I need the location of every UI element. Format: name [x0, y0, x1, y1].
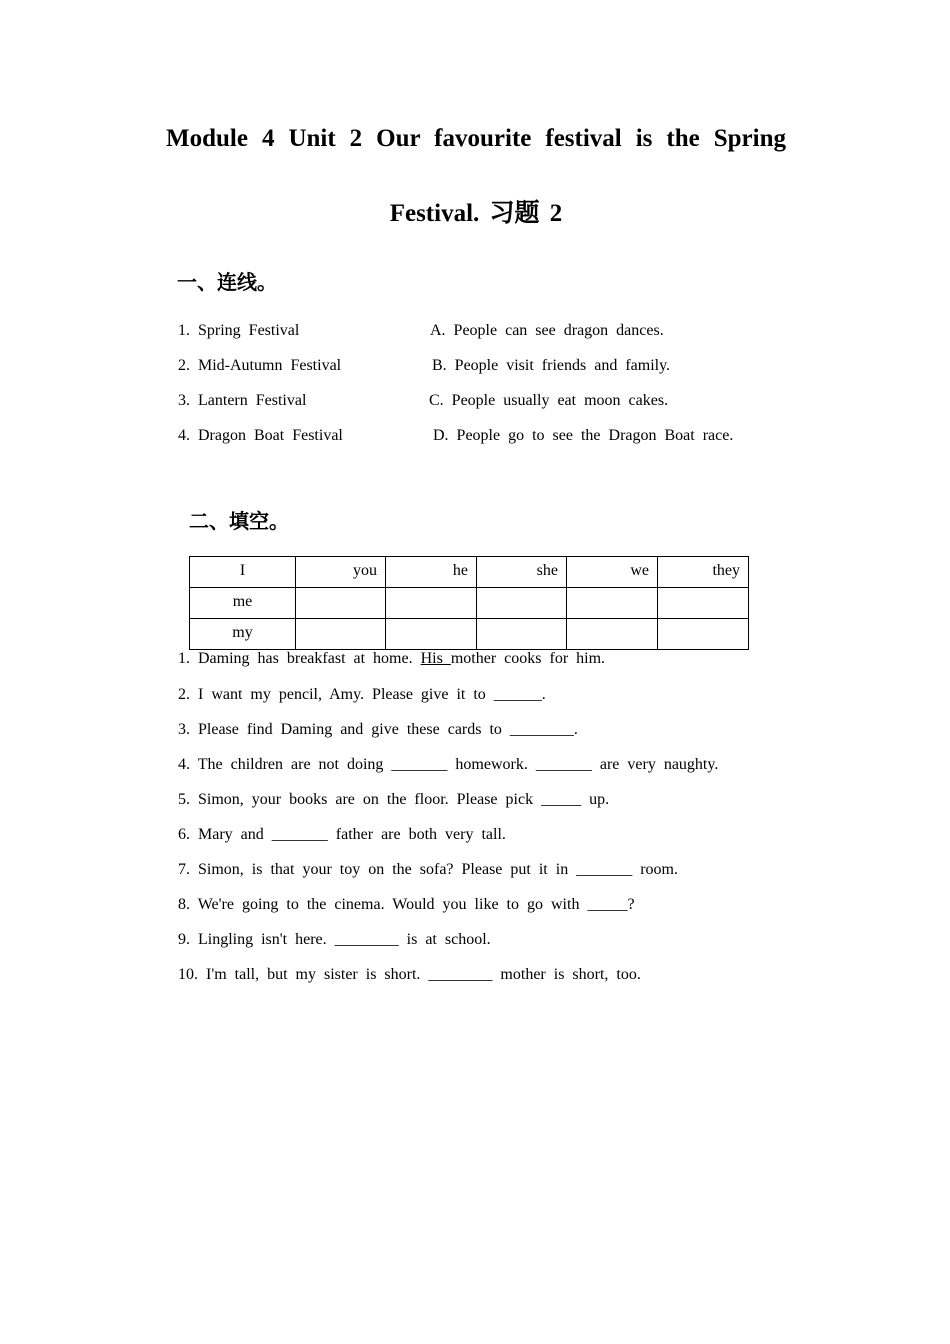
- match-right-item-b: B. People visit friends and family.: [432, 357, 671, 374]
- match-left-item-4: 4. Dragon Boat Festival: [178, 427, 343, 444]
- match-left-item-1: 1. Spring Festival: [178, 322, 300, 339]
- table-blank-cell[interactable]: [477, 588, 567, 619]
- match-right-item-a: A. People can see dragon dances.: [430, 322, 664, 339]
- table-blank-cell[interactable]: [296, 619, 386, 650]
- table-blank-cell[interactable]: [658, 588, 749, 619]
- table-row-label: me: [190, 588, 296, 619]
- table-blank-cell[interactable]: [567, 619, 658, 650]
- table-blank-cell[interactable]: [567, 588, 658, 619]
- match-right-item-d: D. People go to see the Dragon Boat race.: [433, 427, 734, 444]
- section2-heading: 二、填空。: [189, 509, 289, 533]
- table-header-cell: he: [386, 557, 477, 588]
- table-row: [190, 619, 749, 650]
- table-blank-cell[interactable]: [296, 588, 386, 619]
- table-header-cell: you: [296, 557, 386, 588]
- sentence-1-after: mother cooks for him.: [450, 650, 606, 667]
- match-right-item-c: C. People usually eat moon cakes.: [429, 392, 669, 409]
- table-blank-cell[interactable]: [386, 619, 477, 650]
- sentence-1: [178, 649, 605, 669]
- table-blank-cell[interactable]: [477, 619, 567, 650]
- table-header-cell: she: [477, 557, 567, 588]
- pronoun-table: [189, 556, 749, 650]
- sentence-4: 4. The children are not doing _______ homework. _______ are very naughty.: [178, 756, 719, 773]
- page-title-line-2: Festival. 习题 2: [389, 200, 563, 227]
- table-header-row: [190, 557, 749, 588]
- sentence-3: 3. Please find Daming and give these cards to ________.: [178, 721, 578, 738]
- sentence-5: 5. Simon, your books are on the floor. Please pick _____ up.: [178, 791, 610, 808]
- sentence-2: 2. I want my pencil, Amy. Please give it to ______.: [178, 686, 546, 703]
- table-row-label: my: [190, 619, 296, 650]
- page-title-line-1: Module 4 Unit 2 Our favourite festival is the Spring: [166, 125, 786, 152]
- match-left-item-3: 3. Lantern Festival: [178, 392, 307, 409]
- table-blank-cell[interactable]: [658, 619, 749, 650]
- sentence-7: 7. Simon, is that your toy on the sofa? Please put it in _______ room.: [178, 861, 678, 878]
- table-header-cell: I: [190, 557, 296, 588]
- table-row: [190, 588, 749, 619]
- table-header-cell: we: [567, 557, 658, 588]
- sentence-10: 10. I'm tall, but my sister is short. ________ mother is short, too.: [178, 966, 641, 983]
- sentence-1-answer: His: [420, 650, 451, 667]
- table-blank-cell[interactable]: [386, 588, 477, 619]
- sentence-6: 6. Mary and _______ father are both very tall.: [178, 826, 506, 843]
- sentence-1-before: 1. Daming has breakfast at home.: [178, 650, 421, 667]
- sentence-8: 8. We're going to the cinema. Would you like to go with _____?: [178, 896, 635, 913]
- section1-heading: 一、连线。: [177, 270, 277, 294]
- table-header-cell: they: [658, 557, 749, 588]
- match-left-item-2: 2. Mid-Autumn Festival: [178, 357, 342, 374]
- sentence-9: 9. Lingling isn't here. ________ is at school.: [178, 931, 491, 948]
